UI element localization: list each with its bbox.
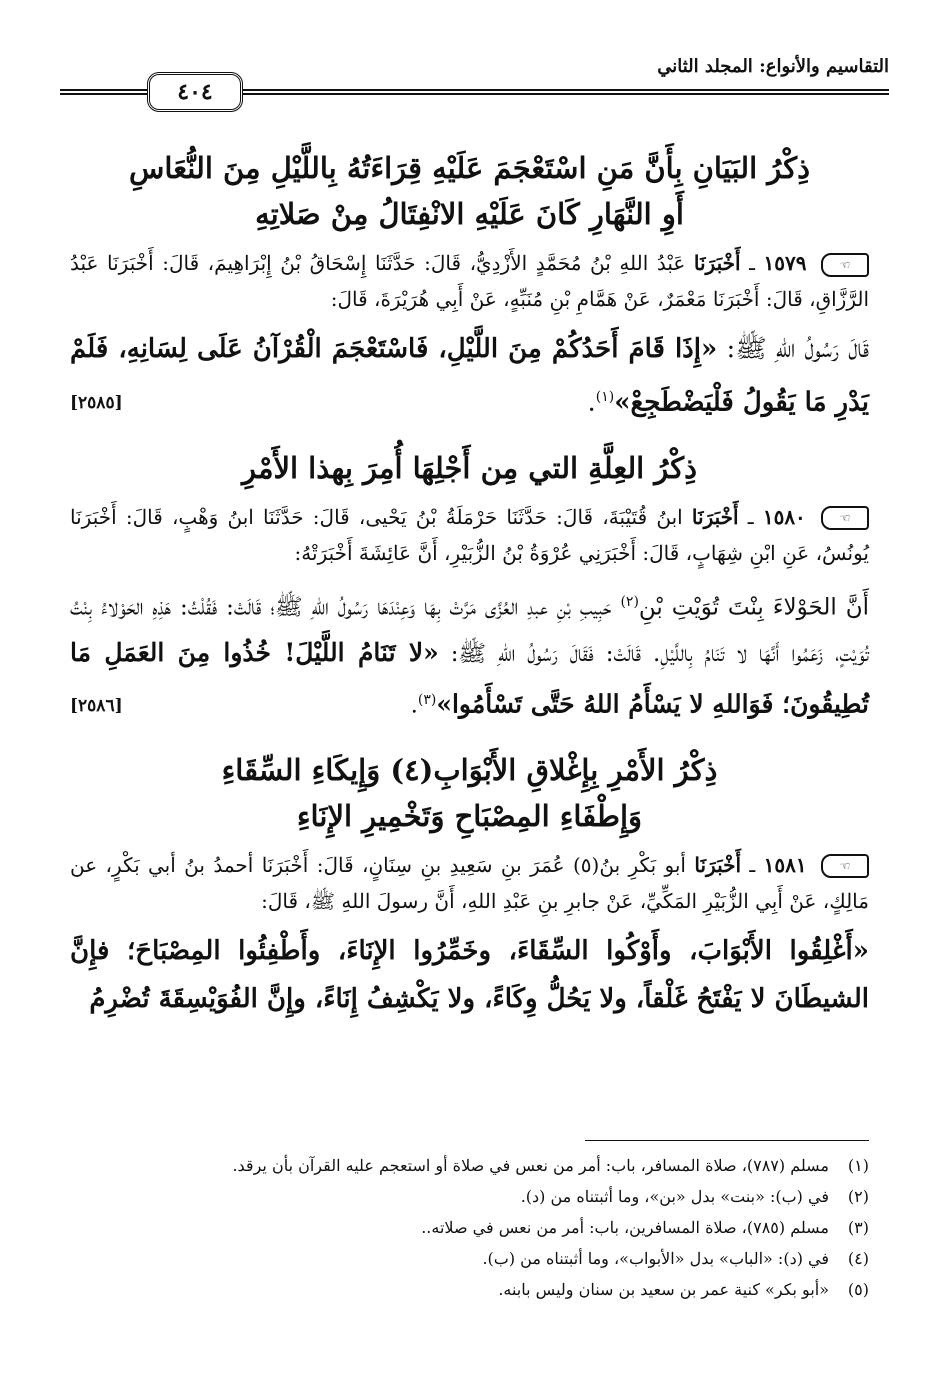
- footnotes: [70, 1150, 869, 1305]
- footnote-number: (٢): [847, 1187, 869, 1206]
- footnote-number: (٤): [847, 1249, 869, 1268]
- section-heading: [70, 145, 869, 237]
- header-rule-left: [60, 89, 147, 95]
- section-1581: [70, 747, 869, 1023]
- matn-intro: أَنَّ الحَوْلاءَ بِنْتَ تُوَيْتِ بْنِ: [638, 594, 869, 621]
- matn-text: «إِذَا قَامَ أَحَدُكُمْ مِنَ اللَّيْلِ، فَاسْتَعْجَمَ الْقُرْآنُ عَلَى لِسَانِهِ، فَلَمْ يَدْرِ مَا يَقُولُ فَلْيَضْطَجِعْ»: [70, 334, 869, 418]
- footnote-mark: (٣): [417, 692, 437, 709]
- isnad: ☜ ١٥٧٩ ـ أَخْبَرَنَا عَبْدُ اللهِ بْنُ مُحَمَّدٍ الأَزْدِيُّ، قَالَ: حَدَّثَنَا إِسْحَاقُ بْنُ إِبْرَاهِيمَ، قَالَ: أَخْبَرَنَا عَبْدُ الرَّزَّاقِ، قَالَ: أَخْبَرَنَا مَعْمَرٌ، عَنْ هَمَّامِ بْنِ مُنَبِّهٍ، عَنْ أَبِي هُرَيْرَةَ، قَالَ:: [70, 251, 869, 311]
- footnote-1: [70, 1150, 869, 1181]
- pointing-hand-icon: ☜: [821, 506, 869, 530]
- matn: قَالَ رَسُولُ اللهِ ﷺ: «إِذَا قَامَ أَحَدُكُمْ مِنَ اللَّيْلِ، فَاسْتَعْجَمَ الْقُرْآنُ عَلَى لِسَانِهِ، فَلَمْ يَدْرِ مَا يَقُولُ فَلْيَضْطَجِعْ»$^{(١)}$. [٢٥٨٥]: [70, 325, 869, 427]
- footnote-text: مسلم (٧٨٧)، صلاة المسافر، باب: أمر من نعس في صلاة أو استعجم عليه القرآن بأن يرقد.: [232, 1156, 829, 1175]
- matn-intro: قَالَ رَسُولُ اللهِ ﷺ:: [726, 334, 870, 364]
- akhbarana-label: أَخْبَرَنَا: [691, 504, 739, 529]
- hadith-reference: [٢٥٨٥]: [70, 393, 123, 413]
- matn: أَنَّ الحَوْلاءَ بِنْتَ تُوَيْتِ بْنِ$^{(٢)}$ حَبِيبِ بْنِ عبدِ العُزَّى مَرَّتْ بِهَا وَعِنْدَهَا رَسُولُ اللهِ ﷺ؛ قَالَتْ: فَقُلْتُ: هَذِهِ الحَوْلاءُ بِنْتُ تُوَيْتٍ، زَعَمُوا أَنَّهَا لا تَنَامُ بِاللَّيْلِ. قَالَتْ: فَقَالَ رَسُولُ اللهِ ﷺ: «لا تَنَامُ اللَّيْلَ! خُذُوا مِنَ العَمَلِ مَا تُطِيقُونَ؛ فَوَاللهِ لا يَسْأَمُ اللهُ حَتَّى تَسْأَمُوا»$^{(٣)}$. [٢٥٨٦]: [70, 579, 869, 729]
- isnad-text: عَبْدُ اللهِ بْنُ مُحَمَّدٍ الأَزْدِيُّ، قَالَ: حَدَّثَنَا إِسْحَاقُ بْنُ إِبْرَاهِيمَ، قَالَ: أَخْبَرَنَا عَبْدُ الرَّزَّاقِ، قَالَ: أَخْبَرَنَا مَعْمَرٌ، عَنْ هَمَّامِ بْنِ مُنَبِّهٍ، عَنْ أَبِي هُرَيْرَةَ، قَالَ:: [70, 251, 869, 311]
- footnote-text: «أبو بكر» كنية عمر بن سعيد بن سنان وليس بابنه.: [498, 1280, 829, 1299]
- heading-line-1: ذِكْرُ البَيَانِ بِأَنَّ مَنِ اسْتَعْجَمَ عَلَيْهِ قِرَاءَتُهُ بِاللَّيْلِ مِنَ النُّعَاسِ: [129, 151, 810, 185]
- isnad-text: أبو بَكْرِ بنُ(٥) عُمَرَ بنِ سَعِيدِ بنِ سِنَانٍ، قَالَ: أَخْبَرَنَا أحمدُ بنُ أبي بَكْرٍ، عن مَالِكٍ، عَنْ أَبِي الزُّبَيْرِ المَكِّيِّ، عَنْ جابرِ بنِ عَبْدِ اللهِ، أَنَّ رسولَ اللهِ ﷺ، قَالَ:: [70, 852, 869, 913]
- page-number-text: ٤٠٤: [177, 79, 213, 105]
- footnote-mark: (٢): [620, 593, 639, 610]
- heading-line-1: ذِكْرُ العِلَّةِ التي مِن أَجْلِهَا أُمِرَ بِهذا الأَمْرِ: [241, 450, 698, 485]
- matn: [70, 927, 869, 1023]
- hadith-reference: [٢٥٨٦]: [70, 696, 123, 717]
- akhbarana-label: أَخْبَرَنَا: [693, 251, 741, 275]
- running-title: التقاسيم والأنواع: المجلد الثاني: [651, 56, 889, 77]
- footnote-5: [70, 1274, 869, 1305]
- hadith-number: ١٥٨١: [763, 852, 807, 877]
- heading-line-1: ذِكْرُ الأَمْرِ بِإِغْلاقِ الأَبْوَابِ(٤) وَإِيكَاءِ السِّقَاءِ: [221, 752, 718, 787]
- footnote-number: (٣): [847, 1218, 869, 1237]
- page-header: [60, 56, 889, 122]
- hadith-number: ١٥٨٠: [762, 504, 806, 529]
- isnad: ☜ ١٥٨٠ ـ أَخْبَرَنَا ابنُ قُتَيْبَةَ، قَالَ: حَدَّثَنَا حَرْمَلَةُ بْنُ يَحْيى، قَالَ: حَدَّثَنَا ابنُ وَهْبٍ، قَالَ: أَخْبَرَنَا يُونُسُ، عَنِ ابْنِ شِهَابٍ، قَالَ: أَخْبَرَنِي عُرْوَةُ بْنُ الزُّبَيْرِ، أَنَّ عَائِشَةَ أَخْبَرَتْهُ:: [70, 504, 869, 565]
- footnote-text: مسلم (٧٨٥)، صلاة المسافرين، باب: أمر من نعس في صلاته..: [421, 1218, 829, 1237]
- footnote-number: (٥): [847, 1280, 869, 1299]
- section-1579: [70, 145, 869, 427]
- section-heading: [70, 445, 869, 491]
- isnad-text: ابنُ قُتَيْبَةَ، قَالَ: حَدَّثَنَا حَرْمَلَةُ بْنُ يَحْيى، قَالَ: حَدَّثَنَا ابنُ وَهْبٍ، قَالَ: أَخْبَرَنَا يُونُسُ، عَنِ ابْنِ شِهَابٍ، قَالَ: أَخْبَرَنِي عُرْوَةُ بْنُ الزُّبَيْرِ، أَنَّ عَائِشَةَ أَخْبَرَتْهُ:: [70, 504, 869, 565]
- matn-text: «أَغْلِقُوا الأَبْوَابَ، وأَوْكُوا السِّقَاءَ، وخَمِّرُوا الإِنَاءَ، وأَطْفِئُوا المِصْبَاحَ؛ فإِنَّ الشيطَانَ لا يَفْتَحُ غَلْقاً، ولا يَحُلُّ وِكَاءً، ولا يَكْشِفُ إِنَاءً، وإِنَّ الفُوَيْسِقَةَ تُضْرِمُ: [70, 935, 869, 1014]
- page-number: [147, 72, 243, 112]
- footnote-4: [70, 1243, 869, 1274]
- footnote-text: في (ب): «بنت» بدل «بن»، وما أثبتناه من (د).: [520, 1187, 829, 1206]
- section-heading: [70, 747, 869, 839]
- heading-line-2: وَإِطْفَاءِ المِصْبَاحِ وَتَخْمِيرِ الإِنَاءِ: [296, 798, 643, 833]
- pointing-hand-icon: ☜: [821, 253, 869, 277]
- header-rule-right: [243, 89, 889, 95]
- footnote-text: في (د): «الباب» بدل «الأبواب»، وما أثبتناه من (ب).: [482, 1249, 829, 1268]
- footnote-separator: [585, 1140, 869, 1141]
- heading-line-2: أَوِ النَّهَارِ كَانَ عَلَيْهِ الانْفِتَالُ مِنْ صَلاتِهِ: [255, 197, 684, 231]
- akhbarana-label: أَخْبَرَنَا: [694, 852, 742, 877]
- section-1580: [70, 445, 869, 729]
- footnote-3: [70, 1212, 869, 1243]
- footnote-2: [70, 1181, 869, 1212]
- isnad: ☜ ١٥٨١ ـ أَخْبَرَنَا أبو بَكْرِ بنُ(٥) عُمَرَ بنِ سَعِيدِ بنِ سِنَانٍ، قَالَ: أَخْبَرَنَا أحمدُ بنُ أبي بَكْرٍ، عن مَالِكٍ، عَنْ أَبِي الزُّبَيْرِ المَكِّيِّ، عَنْ جابرِ بنِ عَبْدِ اللهِ، أَنَّ رسولَ اللهِ ﷺ، قَالَ:: [70, 852, 869, 913]
- footnote-number: (١): [847, 1156, 869, 1175]
- pointing-hand-icon: ☜: [821, 854, 869, 878]
- matn-story: حَبِيبِ بْنِ عبدِ العُزَّى مَرَّتْ بِهَا وَعِنْدَهَا رَسُولُ اللهِ ﷺ؛ قَالَتْ: فَقُلْتُ: هَذِهِ الحَوْلاءُ بِنْتُ تُوَيْتٍ، زَعَمُوا أَنَّهَا لا تَنَامُ بِاللَّيْلِ. قَالَتْ: فَقَالَ رَسُولُ اللهِ ﷺ:: [70, 594, 870, 668]
- footnote-mark: (١): [595, 389, 615, 405]
- page-content: [70, 145, 869, 1041]
- matn-text: «لا تَنَامُ اللَّيْلَ! خُذُوا مِنَ العَمَلِ مَا تُطِيقُونَ؛ فَوَاللهِ لا يَسْأَمُ اللهُ حَتَّى تَسْأَمُوا»: [70, 638, 869, 719]
- hadith-number: ١٥٧٩: [763, 251, 807, 275]
